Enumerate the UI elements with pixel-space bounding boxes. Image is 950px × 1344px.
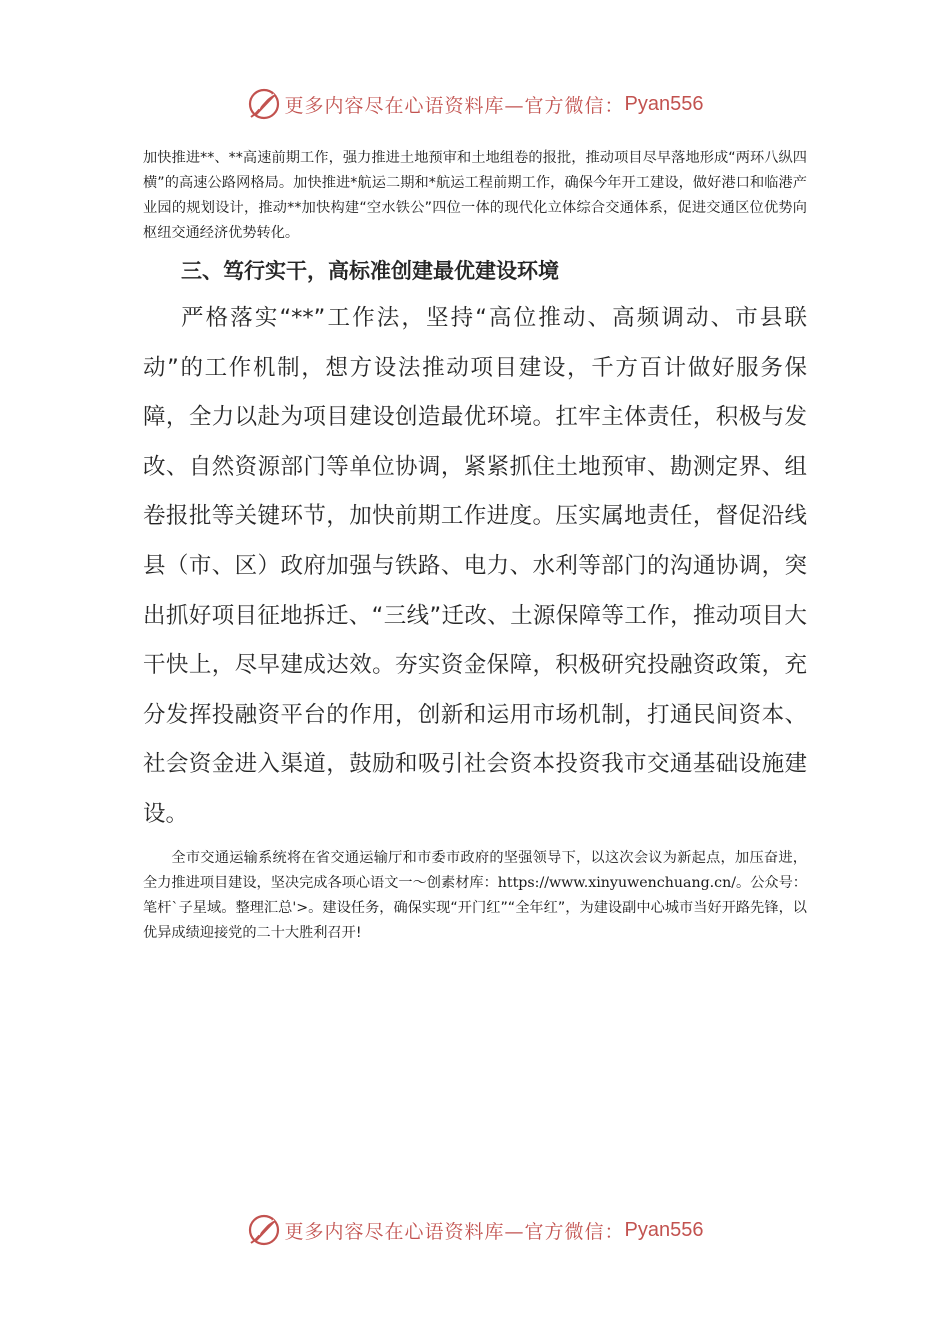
banner-text: 更多内容尽在心语资料库—官方微信：: [284, 94, 625, 117]
header-watermark-banner: [0, 82, 950, 126]
closing-source-note: 心语文一～创素材库：https://www.xinyuwenchuang.cn/。公众号：笔杆`子星域。整理汇总'>。: [143, 874, 807, 916]
quill-logo-icon: [247, 1213, 281, 1247]
banner-text: 更多内容尽在心语资料库—官方微信：: [284, 1220, 625, 1243]
document-body: [143, 146, 807, 946]
closing-text-start: 全市交通运输系统将在省交通运输厅和市委市政府的坚强领导下，以这次会议为新起点，加压奋进，全力推进项目建设，坚决完成各项: [143, 849, 807, 891]
quill-logo-icon: [247, 87, 281, 121]
banner-handle: Pyan556: [624, 1218, 704, 1241]
paragraph-highway-works: 加快推进**、**高速前期工作，强力推进土地预审和土地组卷的报批，推动项目尽早落地形成“两环八纵四横”的高速公路网格局。加快推进*航运二期和*航运工程前期工作，确保今年开工建设，做好港口和临港产业园的规划设计，推动**加快构建“空水铁公”四位一体的现代化立体综合交通体系，促进交通区位优势向枢纽交通经济优势转化。: [143, 150, 807, 241]
section-heading: 三、笃行实干，高标准创建最优建设环境: [181, 259, 559, 283]
paragraph-construction-environment: 严格落实“**”工作法，坚持“高位推动、高频调动、市县联动”的工作机制，想方设法推动项目建设，千方百计做好服务保障，全力以赴为项目建设创造最优环境。扛牢主体责任，积极与发改、自然资源部门等单位协调，紧紧抓住土地预审、勘测定界、组卷报批等关键环节，加快前期工作进度。压实属地责任，督促沿线县（市、区）政府加强与铁路、电力、水利等部门的沟通协调，突出抓好项目征地拆迁、“三线”迁改、土源保障等工作，推动项目大干快上，尽早建成达效。夯实资金保障，积极研究投融资政策，充分发挥投融资平台的作用，创新和运用市场机制，打通民间资本、社会资金进入渠道，鼓励和吸引社会资本投资我市交通基础设施建设。: [143, 305, 807, 827]
footer-watermark-banner: [0, 1208, 950, 1252]
banner-handle: Pyan556: [624, 92, 704, 115]
closing-text-end: 建设任务，确保实现“开门红”“全年红”，为建设副中心城市当好开路先锋，以优异成绩迎接党的二十大胜利召开!: [143, 899, 807, 941]
paragraph-closing: [143, 846, 807, 946]
